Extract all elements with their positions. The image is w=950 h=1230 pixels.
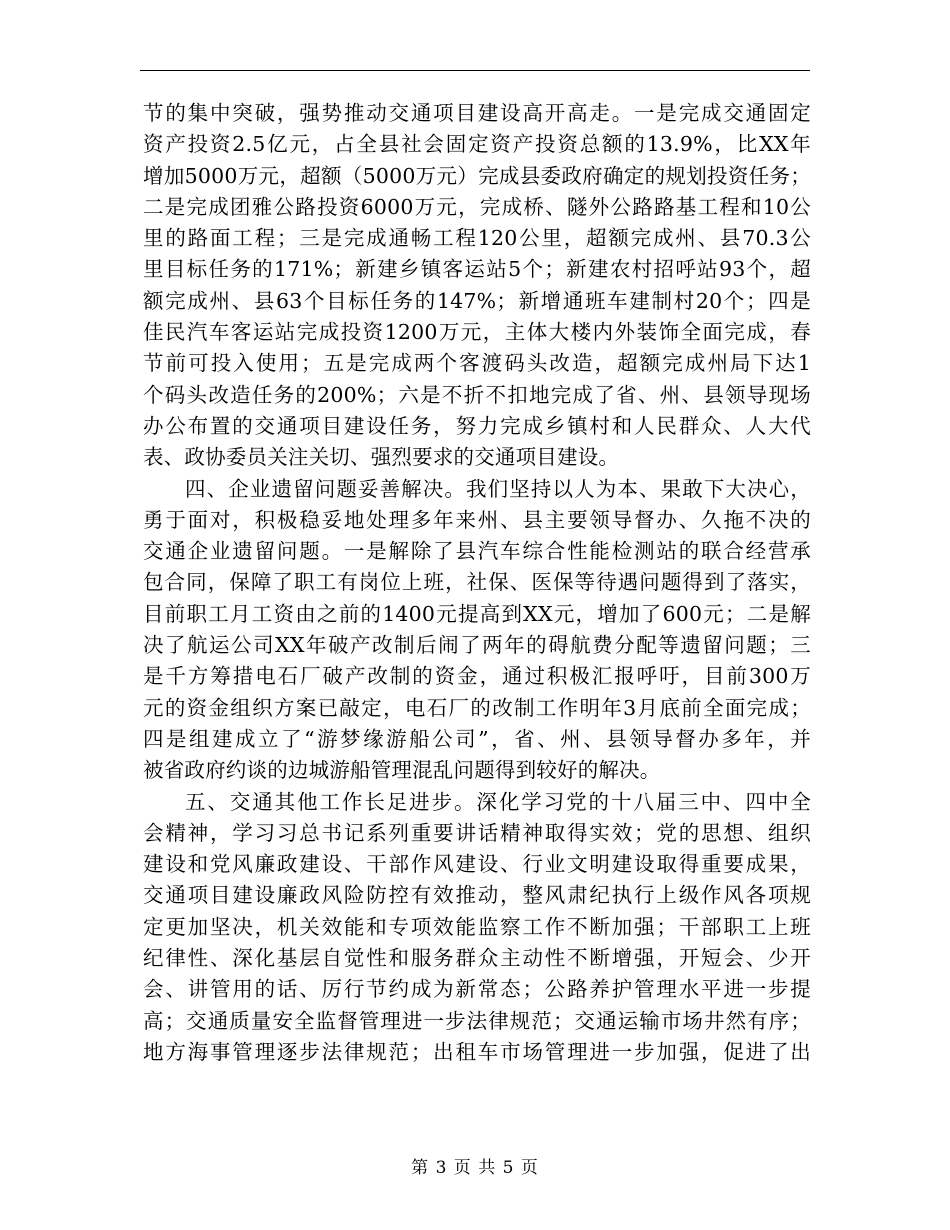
paragraph xyxy=(143,98,811,474)
text-line: 交通项目建设廉政风险防控有效推动，整风肃纪执行上级作风各项规 xyxy=(143,883,811,908)
text-line: 佳民汽车客运站完成投资1200万元，主体大楼内外装饰全面完成，春 xyxy=(143,320,811,345)
text-line: 定更加坚决，机关效能和专项效能监察工作不断加强；干部职工上班 xyxy=(143,914,811,939)
text-line: 纪律性、深化基层自觉性和服务群众主动性不断增强，开短会、少开 xyxy=(143,946,811,971)
text-line: 是千方筹措电石厂破产改制的资金，通过积极汇报呼吁，目前300万 xyxy=(143,664,811,689)
text-line: 资产投资2.5亿元，占全县社会固定资产投资总额的13.9%，比XX年 xyxy=(143,132,811,157)
text-line: 额完成州、县63个目标任务的147%；新增通班车建制村20个；四是 xyxy=(143,288,811,313)
text-line: 里目标任务的171%；新建乡镇客运站5个；新建农村招呼站93个，超 xyxy=(143,257,811,282)
text-line: 被省政府约谈的边城游船管理混乱问题得到较好的解决。 xyxy=(143,758,661,783)
text-line: 会精神，学习习总书记系列重要讲话精神取得实效；党的思想、组织 xyxy=(143,820,811,845)
header-rule xyxy=(140,70,810,71)
text-line: 二是完成团雅公路投资6000万元，完成桥、隧外公路路基工程和10公 xyxy=(143,194,811,219)
document-body xyxy=(143,98,811,1068)
text-line: 元的资金组织方案已敲定，电石厂的改制工作明年3月底前全面完成； xyxy=(143,695,811,720)
text-line: 节前可投入使用；五是完成两个客渡码头改造，超额完成州局下达1 xyxy=(143,351,811,376)
text-line: 地方海事管理逐步法律规范；出租车市场管理进一步加强，促进了出 xyxy=(143,1039,811,1064)
text-line: 里的路面工程；三是完成通畅工程120公里，超额完成州、县70.3公 xyxy=(143,226,811,251)
text-line: 高；交通质量安全监督管理进一步法律规范；交通运输市场井然有序； xyxy=(143,1008,811,1033)
text-line: 勇于面对，积极稳妥地处理多年来州、县主要领导督办、久拖不决的 xyxy=(143,507,811,532)
text-line: 四是组建成立了“游梦缘游船公司”，省、州、县领导督办多年，并 xyxy=(143,726,811,751)
text-line: 节的集中突破，强势推动交通项目建设高开高走。一是完成交通固定 xyxy=(143,101,811,125)
text-line: 会、讲管用的话、厉行节约成为新常态；公路养护管理水平进一步提 xyxy=(143,977,811,1002)
text-line: 四、企业遗留问题妥善解决。我们坚持以人为本、果敢下大决心， xyxy=(185,476,811,501)
text-line: 五、交通其他工作长足进步。深化学习党的十八届三中、四中全 xyxy=(185,789,811,814)
text-line: 增加5000万元，超额（5000万元）完成县委政府确定的规划投资任务； xyxy=(143,163,811,188)
text-line: 建设和党风廉政建设、干部作风建设、行业文明建设取得重要成果， xyxy=(143,852,811,877)
text-line: 个码头改造任务的200%；六是不折不扣地完成了省、州、县领导现场 xyxy=(143,382,811,407)
text-line: 目前职工月工资由之前的1400元提高到XX元，增加了600元；二是解 xyxy=(143,601,811,626)
paragraph xyxy=(143,474,811,787)
text-line: 交通企业遗留问题。一是解除了县汽车综合性能检测站的联合经营承 xyxy=(143,539,811,564)
paragraph xyxy=(143,787,811,1069)
text-line: 包合同，保障了职工有岗位上班，社保、医保等待遇问题得到了落实， xyxy=(143,570,811,595)
page-footer: 第 3 页 共 5 页 xyxy=(411,1158,539,1178)
text-line: 决了航运公司XX年破产改制后闹了两年的碍航费分配等遗留问题；三 xyxy=(143,633,811,658)
text-line: 表、政协委员关注关切、强烈要求的交通项目建设。 xyxy=(143,445,620,470)
text-line: 办公布置的交通项目建设任务，努力完成乡镇村和人民群众、人大代 xyxy=(143,413,811,438)
